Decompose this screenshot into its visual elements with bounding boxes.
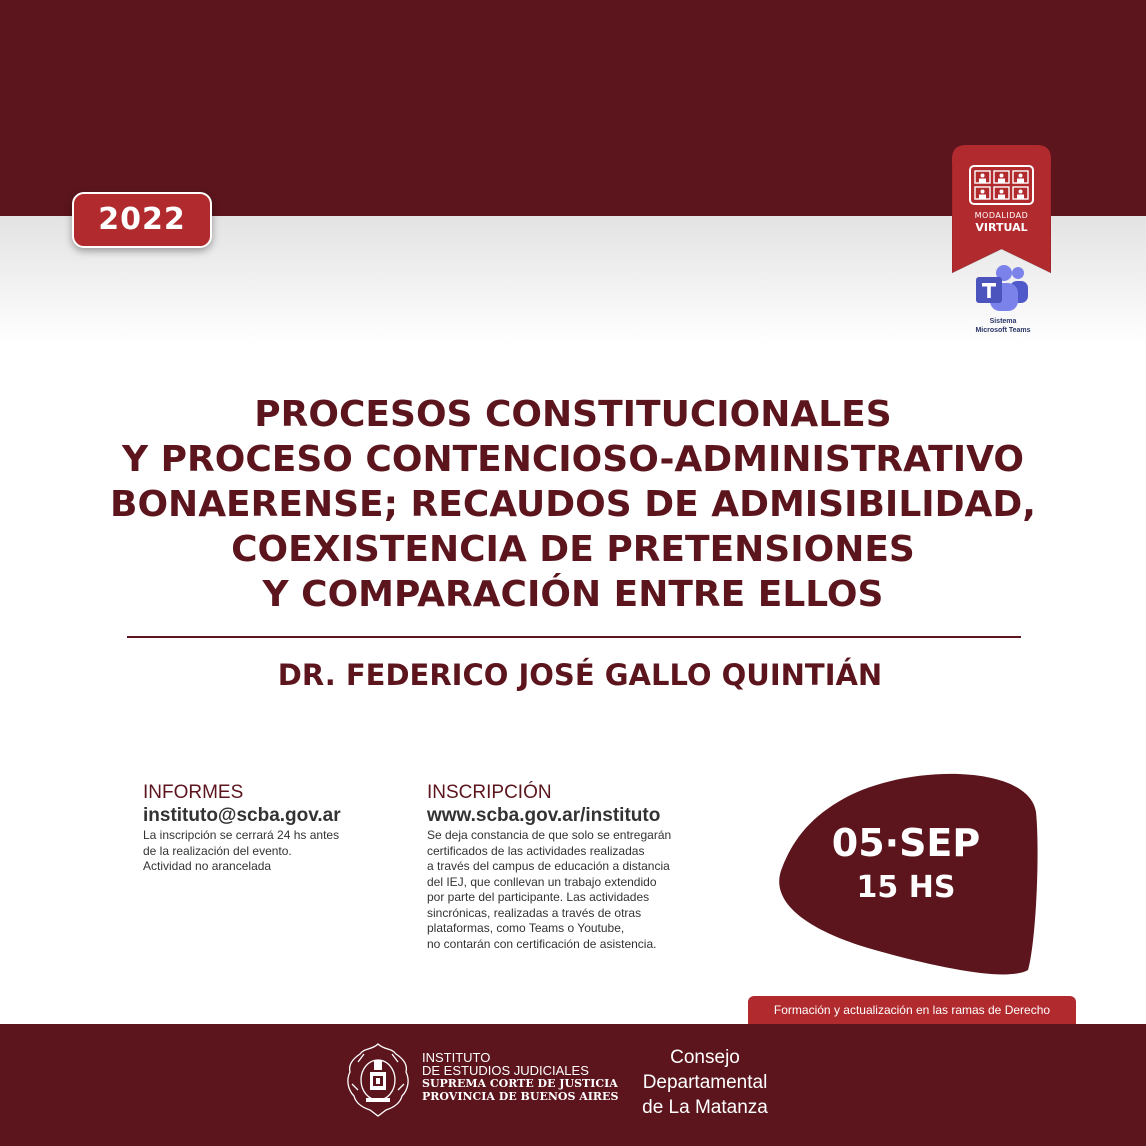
inscripcion-line: por parte del participante. Las actividades — [427, 890, 650, 904]
institute-text — [422, 1051, 618, 1103]
event-day: 05·SEP — [831, 821, 981, 865]
event-time: 15 HS — [856, 870, 956, 905]
council-name — [620, 1045, 790, 1120]
modality-ribbon — [952, 145, 1051, 275]
inscripcion-line: a través del campus de educación a distancia — [427, 859, 670, 873]
inscripcion-line: certificados de las actividades realizadas — [427, 843, 645, 858]
event-date — [790, 818, 1022, 908]
institute-line1: INSTITUTO — [422, 1050, 491, 1065]
council-line3: de La Matanza — [642, 1097, 768, 1118]
microsoft-teams-icon — [974, 265, 1029, 313]
inscripcion-url-link[interactable]: www.scba.gov.ar/instituto — [427, 805, 661, 826]
speaker-name: DR. FEDERICO JOSÉ GALLO QUINTIÁN — [277, 658, 883, 692]
inscripcion-line: sincrónicas, realizadas a través de otras — [427, 905, 642, 920]
video-conference-grid-icon — [969, 165, 1034, 205]
title-line: Y PROCESO CONTENCIOSO-ADMINISTRATIVO — [122, 439, 1024, 480]
informes-line: Actividad no arancelada — [143, 859, 272, 873]
title-line: Y COMPARACIÓN ENTRE ELLOS — [262, 574, 884, 615]
council-line1: Consejo — [670, 1047, 740, 1068]
teams-caption-line1: Sistema — [989, 318, 1017, 325]
inscripcion-line: del IEJ, que conllevan un trabajo extendido — [427, 874, 657, 889]
institute-line4: PROVINCIA DE BUENOS AIRES — [422, 1090, 619, 1103]
informes-line: La inscripción se cerrará 24 hs antes — [143, 828, 340, 842]
informes-note — [143, 828, 403, 875]
institute-line2: DE ESTUDIOS JUDICIALES — [422, 1063, 589, 1078]
year-badge: 2022 — [72, 192, 212, 248]
title-line: BONAERENSE; RECAUDOS DE ADMISIBILIDAD, — [110, 484, 1036, 525]
title-line: COEXISTENCIA DE PRETENSIONES — [231, 529, 915, 570]
institute-line3: SUPREMA CORTE DE JUSTICIA — [422, 1077, 618, 1090]
inscripcion-line: no contarán con certificación de asistencia. — [427, 936, 657, 951]
inscripcion-block — [427, 782, 727, 952]
informes-block — [143, 782, 403, 875]
institute-seal-icon — [344, 1040, 412, 1120]
informes-line: de la realización del evento. — [143, 843, 292, 858]
tagline-tab: Formación y actualización en las ramas de Derecho — [748, 996, 1076, 1024]
council-line2: Departamental — [642, 1072, 768, 1093]
title-line: PROCESOS CONSTITUCIONALES — [254, 394, 892, 435]
informes-email-link[interactable]: instituto@scba.gov.ar — [143, 805, 341, 826]
modality-value: VIRTUAL — [975, 221, 1028, 234]
teams-caption — [960, 317, 1046, 335]
inscripcion-line: Se deja constancia de que solo se entregarán — [427, 828, 672, 842]
modality-label: MODALIDAD — [974, 211, 1029, 220]
inscripcion-heading: INSCRIPCIÓN — [427, 782, 552, 803]
informes-heading: INFORMES — [143, 782, 244, 803]
teams-caption-line2: Microsoft Teams — [975, 327, 1031, 334]
course-title — [40, 392, 1106, 617]
inscripcion-line: plataformas, como Teams o Youtube, — [427, 921, 625, 935]
title-divider — [127, 636, 1021, 638]
inscripcion-note — [427, 828, 727, 952]
